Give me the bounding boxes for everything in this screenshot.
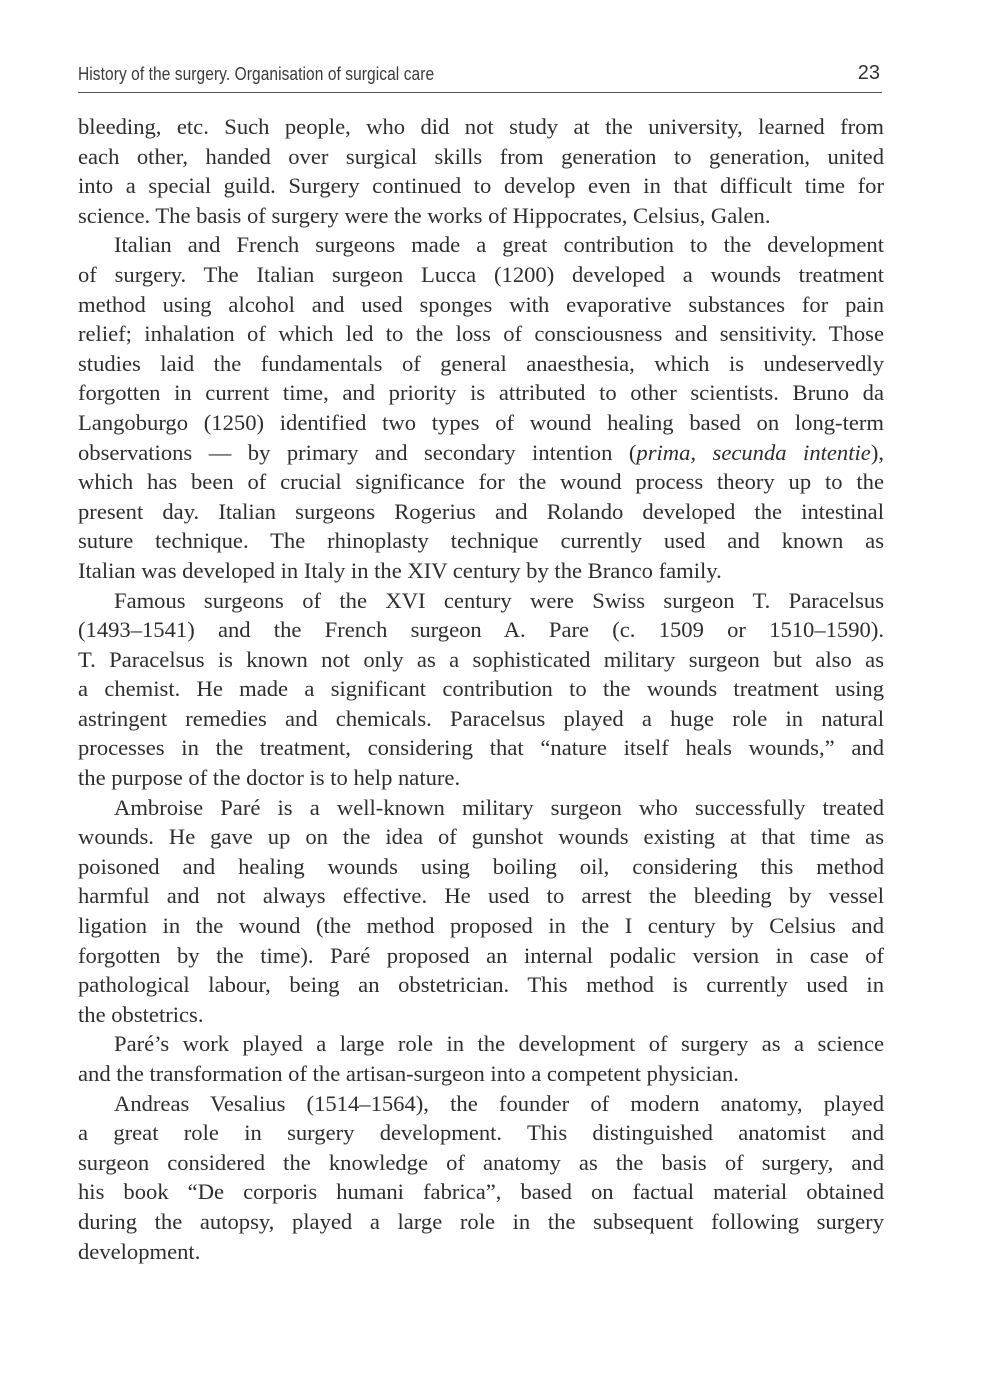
text-line: during the autopsy, played a large role in the subsequent following surgery: [78, 1208, 884, 1234]
running-title: History of the surgery. Organisation of surgical care: [78, 64, 435, 84]
text-line: Italian and French surgeons made a great contribution to the development: [114, 232, 884, 258]
text-line: a great role in surgery development. This distinguished anatomist and: [78, 1120, 884, 1146]
text-line: poisoned and healing wounds using boiling oil, considering this method: [78, 853, 884, 879]
paragraph-4: [78, 793, 884, 1030]
page-number: 23: [857, 62, 880, 84]
text-line: Famous surgeons of the XVI century were Swiss surgeon T. Paracelsus: [114, 587, 884, 613]
text-line: forgotten by the time). Paré proposed an internal podalic version in case of: [78, 942, 884, 968]
text-line: his book “De corporis humani fabrica”, based on factual material obtained: [78, 1179, 884, 1205]
text-line: and the transformation of the artisan-surgeon into a competent physician.: [78, 1061, 739, 1086]
text-line: a chemist. He made a significant contribution to the wounds treatment using: [78, 676, 884, 702]
paragraph-5: [78, 1029, 884, 1088]
text-line: surgeon considered the knowledge of anatomy as the basis of surgery, and: [78, 1149, 884, 1175]
text-line: suture technique. The rhinoplasty technique currently used and known as: [78, 528, 884, 554]
text-line: Langoburgo (1250) identified two types of wound healing based on long-term: [78, 409, 884, 435]
text-line: which has been of crucial significance for the wound process theory up to the: [78, 469, 884, 495]
text-line: of surgery. The Italian surgeon Lucca (1200) developed a wounds treatment: [78, 261, 884, 287]
text-line: into a special guild. Surgery continued to develop even in that difficult time for: [78, 173, 884, 199]
text-line: present day. Italian surgeons Rogerius and Rolando developed the intestinal: [78, 498, 884, 524]
latin-term: prima, secunda intentie: [636, 439, 871, 465]
text-line: wounds. He gave up on the idea of gunshot wounds existing at that time as: [78, 824, 884, 850]
text-line: (1493–1541) and the French surgeon A. Pare (c. 1509 or 1510–1590).: [78, 617, 884, 643]
text-line-with-italic: [78, 438, 884, 468]
text-line: Italian was developed in Italy in the XIV century by the Branco family.: [78, 557, 722, 583]
text-line: the purpose of the doctor is to help nature.: [78, 765, 461, 791]
text-line: forgotten in current time, and priority is attributed to other scientists. Bruno da: [78, 380, 884, 406]
text-line: T. Paracelsus is known not only as a sophisticated military surgeon but also as: [78, 646, 884, 672]
page-body: [78, 112, 884, 1266]
text-fragment: observations — by primary and secondary intention (: [78, 439, 637, 465]
text-line: method using alcohol and used sponges with evaporative substances for pain: [78, 291, 884, 317]
paragraph-1: [78, 112, 884, 230]
text-line: Paré’s work played a large role in the development of surgery as a science: [114, 1031, 884, 1057]
text-line: pathological labour, being an obstetrician. This method is currently used in: [78, 972, 884, 998]
paragraph-3: [78, 586, 884, 793]
text-line: Ambroise Paré is a well-known military surgeon who successfully treated: [114, 794, 884, 820]
text-line: science. The basis of surgery were the works of Hippocrates, Celsius, Galen.: [78, 202, 771, 228]
paragraph-2: [78, 230, 884, 585]
text-line: the obstetrics.: [78, 1001, 204, 1027]
paragraph-6: [78, 1089, 884, 1267]
text-line: each other, handed over surgical skills from generation to generation, united: [78, 143, 884, 169]
text-line: processes in the treatment, considering that “nature itself heals wounds,” and: [78, 735, 884, 761]
text-fragment: ),: [870, 439, 884, 465]
text-line: ligation in the wound (the method proposed in the I century by Celsius and: [78, 913, 884, 939]
text-line: Andreas Vesalius (1514–1564), the founder of modern anatomy, played: [114, 1090, 884, 1116]
text-line: bleeding, etc. Such people, who did not study at the university, learned from: [78, 114, 884, 139]
text-line: development.: [78, 1238, 201, 1264]
text-line: studies laid the fundamentals of general anaesthesia, which is undeservedly: [78, 350, 884, 376]
running-header: [78, 58, 882, 93]
text-line: harmful and not always effective. He used to arrest the bleeding by vessel: [78, 883, 884, 909]
text-line: relief; inhalation of which led to the loss of consciousness and sensitivity. Those: [78, 321, 884, 347]
text-line: astringent remedies and chemicals. Paracelsus played a huge role in natural: [78, 705, 884, 731]
